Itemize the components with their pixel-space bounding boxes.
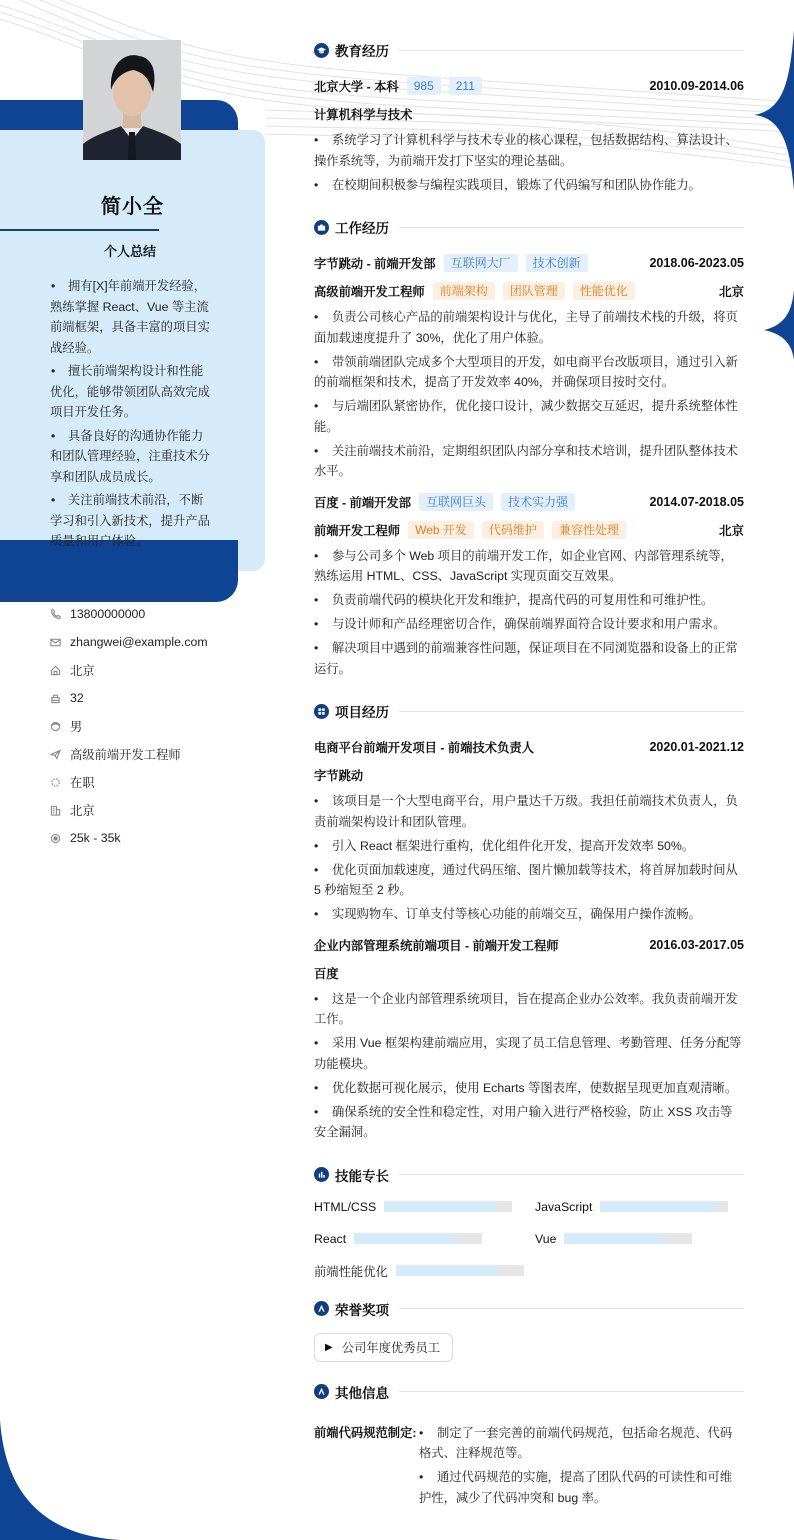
award-item[interactable] xyxy=(314,1333,453,1362)
bullet-item: • 通过代码规范的实施，提高了团队代码的可读性和可维护性，减少了代码冲突和 bug 率。 xyxy=(419,1467,744,1508)
project-entry xyxy=(314,733,744,925)
home-icon xyxy=(50,665,70,676)
role-tag: 前端架构 xyxy=(433,282,495,300)
project-company: 百度 xyxy=(314,966,339,981)
gender-icon xyxy=(50,721,70,732)
project-bullets xyxy=(314,791,744,925)
skill-bar xyxy=(396,1265,524,1276)
info-icon xyxy=(314,1384,329,1399)
job-bullets xyxy=(314,307,744,482)
name-divider xyxy=(0,229,159,231)
project-entry xyxy=(314,931,744,1143)
bottom-left-decoration xyxy=(0,1420,120,1540)
job-role: 前端开发工程师 xyxy=(314,523,401,538)
section-title: 工作经历 xyxy=(335,221,389,236)
summary-item: • 擅长前端架构设计和性能优化，能够带领团队高效完成项目开发任务。 xyxy=(50,361,215,423)
education-section xyxy=(314,38,744,195)
skill-item xyxy=(314,1261,535,1281)
section-divider xyxy=(399,1174,744,1175)
project-date: 2020.01-2021.12 xyxy=(649,740,744,754)
skills-section xyxy=(314,1163,744,1281)
section-divider xyxy=(399,1308,744,1309)
contact-position: 高级前端开发工程师 xyxy=(50,740,208,768)
bullet-item: • 负责前端代码的模块化开发和维护，提高代码的可复用性和可维护性。 xyxy=(314,590,744,611)
bullet-item: • 与设计师和产品经理密切合作，确保前端界面符合设计要求和用户需求。 xyxy=(314,614,744,635)
summary-item: • 具备良好的沟通协作能力和团队管理经验，注重技术分享和团队成员成长。 xyxy=(50,426,215,488)
bullet-item: • 带领前端团队完成多个大型项目的开发，如电商平台改版项目，通过引入新的前端框架和技术，提高了开发效率 40%，并确保项目按时交付。 xyxy=(314,352,744,393)
award-label: 公司年度优秀员工 xyxy=(341,1341,441,1355)
grid-icon xyxy=(314,704,329,719)
skill-name: 前端性能优化 xyxy=(314,1264,388,1279)
other-bullets xyxy=(419,1423,744,1512)
contact-email: zhangwei@example.com xyxy=(50,628,208,656)
other-row xyxy=(314,1414,744,1512)
skill-name: HTML/CSS xyxy=(314,1199,377,1214)
status-icon xyxy=(50,777,70,788)
company-tag: 互联网大厂 xyxy=(444,254,518,272)
contact-list xyxy=(50,600,208,852)
company-tag: 互联网巨头 xyxy=(419,493,493,511)
role-tag: 代码维护 xyxy=(482,521,544,539)
bullet-item: • 与后端团队紧密协作，优化接口设计，减少数据交互延迟，提升系统整体性能。 xyxy=(314,396,744,437)
summary-item: • 拥有[X]年前端开发经验，熟练掌握 React、Vue 等主流前端框架，具备丰富的项目实战经验。 xyxy=(50,276,215,358)
section-header xyxy=(314,699,744,723)
candidate-name: 简小全 xyxy=(101,196,164,218)
bullet-item: • 关注前端技术前沿，定期组织团队内部分享和技术培训，提升团队整体技术水平。 xyxy=(314,441,744,482)
skill-fill xyxy=(564,1233,661,1244)
contact-age: 32 xyxy=(50,684,208,712)
section-divider xyxy=(399,50,744,51)
section-divider xyxy=(399,227,744,228)
project-company: 字节跳动 xyxy=(314,769,364,783)
contact-salary: 25k - 35k xyxy=(50,824,208,852)
skill-fill xyxy=(396,1265,498,1276)
mail-icon xyxy=(50,637,70,648)
skill-name: React xyxy=(314,1231,347,1246)
role-tag: 性能优化 xyxy=(573,282,635,300)
bullet-item: • 优化数据可视化展示，使用 Echarts 等图表库，使数据呈现更加直观清晰。 xyxy=(314,1078,744,1099)
skill-bar xyxy=(384,1201,512,1212)
salary-icon xyxy=(50,833,70,844)
bullet-item: • 优化页面加载速度，通过代码压缩、图片懒加载等技术，将首屏加载时间从 5 秒缩短至 2 秒。 xyxy=(314,860,744,901)
education-bullets xyxy=(314,130,744,195)
bullet-item: • 参与公司多个 Web 项目的前端开发工作，如企业官网、内部管理系统等，熟练运用 HTML、CSS、JavaScript 实现页面交互效果。 xyxy=(314,546,744,587)
job-entry xyxy=(314,249,744,482)
contact-gender: 男 xyxy=(50,712,208,740)
section-header xyxy=(314,215,744,239)
awards-section xyxy=(314,1297,744,1374)
briefcase-icon xyxy=(314,220,329,235)
project-date: 2016.03-2017.05 xyxy=(649,937,744,952)
skill-fill xyxy=(354,1233,454,1244)
role-tag: 团队管理 xyxy=(503,282,565,300)
award-icon xyxy=(314,1301,329,1316)
project-name: 电商平台前端开发项目 - 前端技术负责人 xyxy=(314,741,534,755)
contact-location: 北京 xyxy=(50,656,208,684)
section-header xyxy=(314,1163,744,1187)
major-row xyxy=(314,100,744,128)
graduation-cap-icon xyxy=(314,43,329,58)
job-date: 2018.06-2023.05 xyxy=(649,256,744,270)
job-city: 北京 xyxy=(718,523,744,538)
skill-bar xyxy=(354,1233,482,1244)
bullet-item: • 采用 Vue 框架构建前端应用，实现了员工信息管理、考勤管理、任务分配等功能模块。 xyxy=(314,1033,744,1074)
contact-phone: 13800000000 xyxy=(50,600,208,628)
job-bullets xyxy=(314,546,744,680)
project-name: 企业内部管理系统前端项目 - 前端开发工程师 xyxy=(314,938,559,953)
bullet-item: • 系统学习了计算机科学与技术专业的核心课程，包括数据结构、算法设计、操作系统等，为前端开发打下坚实的理论基础。 xyxy=(314,130,744,171)
skill-item xyxy=(535,1197,744,1217)
bullet-item: • 在校期间积极参与编程实践项目，锻炼了代码编写和团队协作能力。 xyxy=(314,175,744,196)
summary-list xyxy=(50,276,215,555)
company-name: 字节跳动 - 前端开发部 xyxy=(314,257,436,271)
bullet-item: • 该项目是一个大型电商平台，用户量达千万级。我担任前端技术负责人，负责前端架构设计和团队管理。 xyxy=(314,791,744,832)
bar-chart-icon xyxy=(314,1167,329,1182)
bullet-item: • 确保系统的安全性和稳定性，对用户输入进行严格校验，防止 XSS 攻击等安全漏洞。 xyxy=(314,1102,744,1143)
job-role: 高级前端开发工程师 xyxy=(314,285,425,299)
building-icon xyxy=(50,805,70,816)
skill-bar xyxy=(600,1201,728,1212)
summary-title: 个人总结 xyxy=(103,244,156,259)
bullet-item: • 这是一个企业内部管理系统项目，旨在提高企业办公效率。我负责前端开发工作。 xyxy=(314,989,744,1030)
avatar-photo xyxy=(83,40,181,160)
school-name: 北京大学 - 本科 xyxy=(314,80,399,94)
section-divider xyxy=(399,1391,744,1392)
bullet-item: • 负责公司核心产品的前端架构设计与优化，主导了前端技术栈的升级，将页面加载速度提升了 30%，优化了用户体验。 xyxy=(314,307,744,348)
section-header xyxy=(314,38,744,62)
skill-fill xyxy=(600,1201,715,1212)
section-title: 荣誉奖项 xyxy=(335,1302,389,1318)
contact-city: 北京 xyxy=(50,796,208,824)
role-tag: 兼容性处理 xyxy=(552,521,626,539)
triangle-right-icon: ▶ xyxy=(325,1341,333,1353)
school-tag: 985 xyxy=(407,77,441,95)
projects-section xyxy=(314,699,744,1143)
other-section xyxy=(314,1380,744,1512)
skill-name: Vue xyxy=(535,1231,557,1246)
other-label: 前端代码规范制定: xyxy=(314,1425,417,1440)
bullet-item: • 引入 React 框架进行重构，优化组件化开发，提高开发效率 50%。 xyxy=(314,836,744,857)
avatar xyxy=(83,40,181,160)
bullet-item: • 实现购物车、订单支付等核心功能的前端交互，确保用户操作流畅。 xyxy=(314,904,744,925)
summary-item: • 关注前端技术前沿，不断学习和引入新技术，提升产品质量和用户体验。 xyxy=(50,490,215,552)
main-content xyxy=(314,38,744,1526)
section-title: 教育经历 xyxy=(335,44,389,59)
age-icon xyxy=(50,693,70,704)
phone-icon xyxy=(50,609,70,620)
section-title: 项目经历 xyxy=(335,705,389,720)
skill-item xyxy=(314,1197,535,1217)
skills-grid xyxy=(314,1197,744,1281)
right-edge-decoration xyxy=(754,0,794,360)
job-city: 北京 xyxy=(718,285,744,299)
project-bullets xyxy=(314,989,744,1143)
skill-item xyxy=(314,1229,535,1249)
contact-status: 在职 xyxy=(50,768,208,796)
skill-bar xyxy=(564,1233,692,1244)
section-title: 其他信息 xyxy=(335,1385,389,1401)
bullet-item: • 制定了一套完善的前端代码规范，包括命名规范、代码格式、注释规范等。 xyxy=(419,1423,744,1464)
send-icon xyxy=(50,749,70,760)
role-tag: Web 开发 xyxy=(408,521,474,539)
section-divider xyxy=(399,711,744,712)
education-date: 2010.09-2014.06 xyxy=(649,79,744,93)
skill-name: JavaScript xyxy=(535,1199,593,1214)
job-entry xyxy=(314,488,744,680)
school-tag: 211 xyxy=(449,77,482,95)
company-name: 百度 - 前端开发部 xyxy=(314,495,412,510)
section-header xyxy=(314,1380,744,1404)
bullet-item: • 解决项目中遇到的前端兼容性问题，保证项目在不同浏览器和设备上的正常运行。 xyxy=(314,638,744,679)
skill-item xyxy=(535,1229,744,1249)
section-title: 技能专长 xyxy=(335,1168,389,1184)
section-header xyxy=(314,1297,744,1321)
company-tag: 技术实力强 xyxy=(501,493,575,511)
job-date: 2014.07-2018.05 xyxy=(649,494,744,509)
education-row xyxy=(314,72,744,100)
major: 计算机科学与技术 xyxy=(314,108,413,122)
work-section xyxy=(314,215,744,679)
company-tag: 技术创新 xyxy=(526,254,588,272)
skill-fill xyxy=(384,1201,497,1212)
